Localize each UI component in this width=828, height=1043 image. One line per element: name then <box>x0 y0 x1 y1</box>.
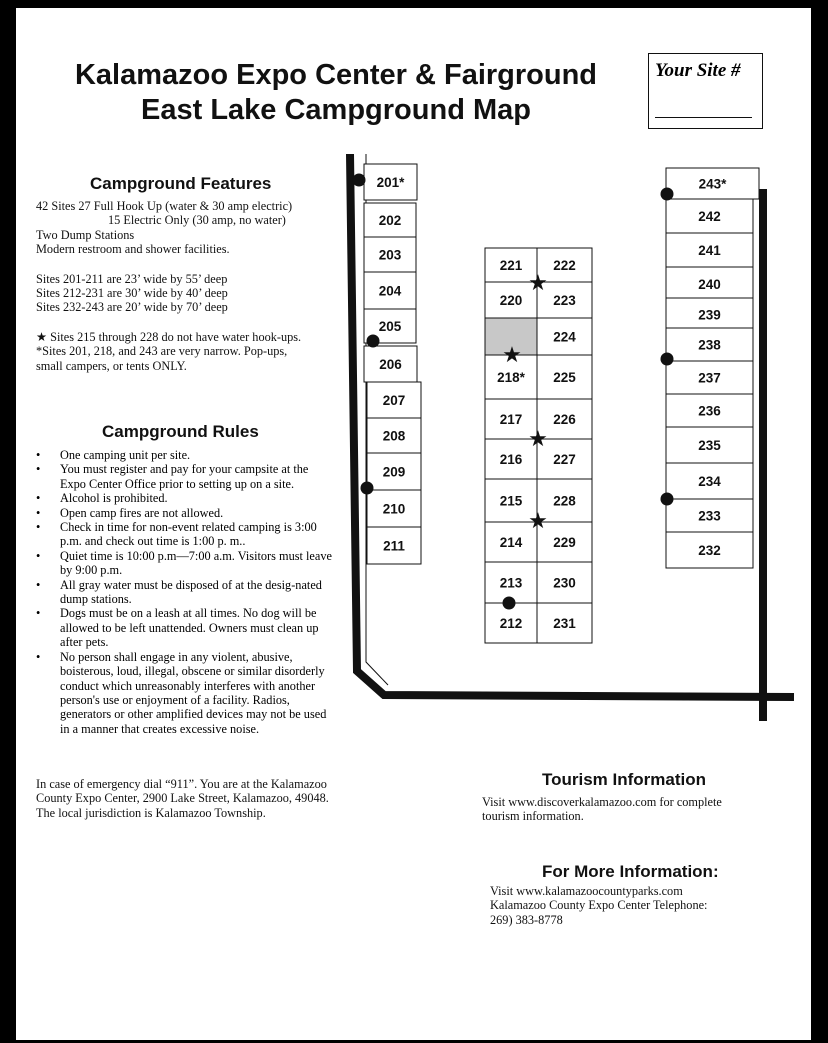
campsite-label: 203 <box>378 247 402 263</box>
dump-station-marker <box>367 335 380 348</box>
features-sites-line: 42 Sites 27 Full Hook Up (water & 30 amp electric) <box>36 199 293 213</box>
campsite-label: 241 <box>698 243 721 258</box>
rule-item: • Quiet time is 10:00 p.m—7:00 a.m. Visitors must leave by 9:00 p.m. <box>34 549 334 578</box>
dump-station-marker <box>353 174 366 187</box>
campsite-label: 243* <box>698 176 727 192</box>
campsite-label: 214 <box>499 535 523 550</box>
campsite-label: 230 <box>553 575 576 591</box>
campsite-label: 208 <box>382 428 406 444</box>
dump-station-marker <box>661 188 674 201</box>
campground-map-page <box>16 8 811 1040</box>
campsite-label: 225 <box>553 370 576 385</box>
campsite-label: 212 <box>499 616 523 631</box>
campsite-label: 205 <box>378 319 402 334</box>
rule-item: • Check in time for non-event related camping is 3:00 p.m. and check out time is 1:00 p. m.. <box>34 520 334 549</box>
features-heading: Campground Features <box>90 174 272 193</box>
more-info-website: Visit www.kalamazoocountyparks.com <box>490 884 683 898</box>
campsite-label: 213 <box>499 575 523 591</box>
campsite-label: 221 <box>499 258 523 273</box>
no-water-note-text: Sites 215 through 228 do not have water hook-ups. <box>47 329 302 344</box>
campground-map <box>16 8 811 1040</box>
campsite-label: 242 <box>698 209 721 224</box>
no-water-star-icon: ★ <box>528 427 548 452</box>
campsite-label: 209 <box>382 464 406 480</box>
campsite-label: 201* <box>376 175 405 190</box>
campsite-label: 218* <box>497 370 525 385</box>
campsite-label: 228 <box>553 493 576 509</box>
campsite-label: 207 <box>382 393 406 408</box>
campsite-label: 204 <box>378 283 402 299</box>
campsite-label: 202 <box>378 213 402 228</box>
campsite-label: 220 <box>499 293 523 308</box>
features-restroom-line: Modern restroom and shower facilities. <box>36 242 230 257</box>
campsite-label: 227 <box>553 452 576 467</box>
campsite-label: 232 <box>698 543 721 558</box>
campsite-label: 210 <box>382 501 406 517</box>
rule-item: • You must register and pay for your campsite at the Expo Center Office prior to setting up on a site. <box>34 462 334 491</box>
campsite-label: 234 <box>698 474 721 489</box>
dump-station-marker <box>661 353 674 366</box>
campsite-label: 206 <box>379 357 402 372</box>
campsite-label: 226 <box>553 412 576 427</box>
no-water-star-icon: ★ <box>528 509 548 534</box>
campsite-label: 238 <box>698 337 721 353</box>
sizes-line-1: Sites 201-211 are 23’ wide by 55’ deep <box>36 271 228 286</box>
title-line-1: Kalamazoo Expo Center & Fairground <box>74 59 598 91</box>
emergency-text: In case of emergency dial “911”. You are at the Kalamazoo County Expo Center, 2900 Lake Street, Kalamazoo, 49048. The local jurisdiction is Kalamazoo Township. <box>36 777 329 820</box>
campsite-label: 231 <box>553 616 576 631</box>
campsite-label: 222 <box>553 258 576 273</box>
rule-item: • All gray water must be disposed of at the desig-nated dump stations. <box>34 578 334 607</box>
campsite-label: 211 <box>383 538 405 554</box>
campsite-label: 223 <box>553 293 576 308</box>
campsite-label: 239 <box>698 307 721 323</box>
sizes-line-2: Sites 212-231 are 30’ wide by 40’ deep <box>36 286 228 301</box>
campsite-label: 224 <box>553 329 576 345</box>
star-icon: ★ <box>36 329 48 344</box>
no-water-star-icon: ★ <box>502 343 522 368</box>
rules-heading: Campground Rules <box>102 422 259 441</box>
no-water-star-icon: ★ <box>528 271 548 296</box>
rule-item: • One camping unit per site. <box>34 448 334 462</box>
tourism-heading: Tourism Information <box>542 770 707 789</box>
rule-item: • Dogs must be on a leash at all times. No dog will be allowed to be left unattended. Owners must clean up after pets. <box>34 606 334 649</box>
campsite-label: 240 <box>698 277 721 292</box>
dump-station-marker <box>661 493 674 506</box>
your-site-label: Your Site # <box>655 60 741 81</box>
campsite-label: 237 <box>698 370 721 386</box>
more-info-heading: For More Information: <box>542 862 719 881</box>
campsite-label: 236 <box>698 403 721 419</box>
rule-item: • Alcohol is prohibited. <box>34 491 334 505</box>
features-electric-line: 15 Electric Only (30 amp, no water) <box>108 213 286 228</box>
narrow-note-line-1: *Sites 201, 218, and 243 are very narrow. Pop-ups, <box>36 344 288 359</box>
more-info-telephone-number: 269) 383-8778 <box>490 912 563 927</box>
title-line-2: East Lake Campground Map <box>141 94 531 126</box>
dump-station-marker <box>503 597 516 610</box>
tourism-text: Visit www.discoverkalamazoo.com for complete tourism information. <box>482 795 722 824</box>
campsite-label: 229 <box>553 535 576 550</box>
narrow-note-line-2: small campers, or tents ONLY. <box>36 358 187 373</box>
features-dump-line: Two Dump Stations <box>36 227 135 242</box>
rule-item: • No person shall engage in any violent, abusive, boisterous, loud, illegal, obscene or similar disorderly conduct which unreasonably interferes with another person's use or enjoyment of a facility. Radios, generators or other amplified devices may not be used in a manner that creates excessive noise. <box>34 650 334 736</box>
campsite-label: 217 <box>499 412 523 427</box>
campsite-label: 235 <box>698 438 721 453</box>
more-info-telephone-label: Kalamazoo County Expo Center Telephone: <box>490 898 708 913</box>
dump-station-marker <box>361 482 374 495</box>
campsite-label: 216 <box>499 452 523 467</box>
sizes-line-3: Sites 232-243 are 20’ wide by 70’ deep <box>36 300 228 315</box>
rule-item: • Open camp fires are not allowed. <box>34 506 334 520</box>
campsite-label: 215 <box>499 493 523 509</box>
campsite-label: 233 <box>698 508 721 524</box>
